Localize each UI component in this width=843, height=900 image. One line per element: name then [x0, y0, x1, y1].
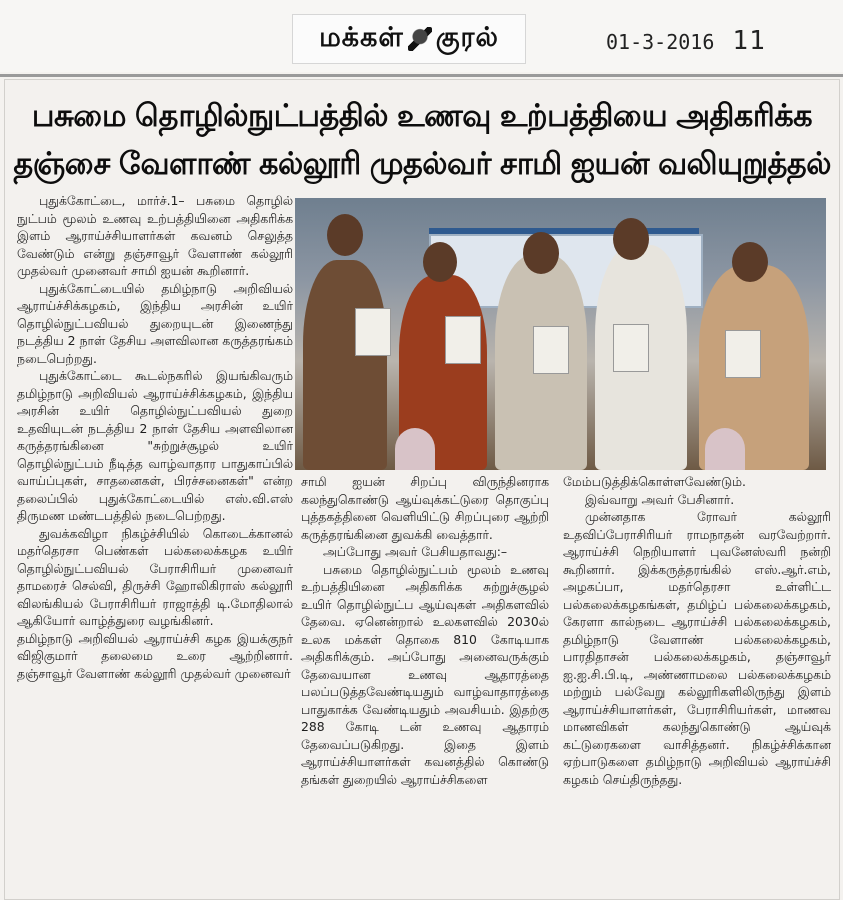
page-number: 11: [732, 26, 766, 56]
person-head: [327, 214, 363, 256]
released-book: [613, 324, 649, 372]
article-paragraph: துவக்கவிழா நிகழ்ச்சியில் கொடைக்கானல் மதர்தெரசா பெண்கள் பல்கலைக்கழக உயிர் தொழில்நுட்பவியல் பேராசிரியர் முனைவர் தாமரைச் செல்வி, திருச்சி ஹோலிகிராஸ் கல்லூரி விலங்கியல் பேராசிரியர் ராஜாத்தி டி.மோதிலால் ஆகியோர் வாழ்த்துரை வழங்கினர்.: [17, 525, 293, 628]
article-paragraph: புதுக்கோட்டையில் தமிழ்நாடு அறிவியல் ஆராய்ச்சிக்கழகம், இந்திய அரசின் உயிர் தொழில்நுட்பவியல் துறையுடன் இணைந்து நடத்திய 2 நாள் தேசிய அளவிலான கருத்தரங்கம் நடைபெற்றது.: [17, 280, 293, 366]
masthead: [0, 0, 843, 72]
article-column-2: [301, 473, 549, 788]
headline-line-2: தஞ்சை வேளாண் கல்லூரி முதல்வர் சாமி ஐயன் வலியுறுத்தல்: [13, 146, 831, 182]
issue-date: [606, 26, 766, 56]
person-head: [423, 242, 457, 282]
article-lead: புதுக்கோட்டை, மார்ச்.1– பசுமை தொழில் நுட்பம் மூலம் உணவு உற்பத்தியினை அதிகரிக்க இளம் ஆராய்ச்சியாளர்கள் கவனம் செலுத்த வேண்டும் என்று தஞ்சாவூர் வேளாண் கல்லூரி முதல்வர் முனைவர் சாமி ஐயன் கூறினார்.: [17, 193, 293, 278]
article-paragraph: அப்போது அவர் பேசியதாவது:–: [323, 544, 508, 559]
person-figure: [303, 260, 387, 470]
event-photo: [295, 198, 826, 470]
horse-emblem-icon: [408, 27, 432, 51]
person-head: [732, 242, 768, 282]
news-clipping: [4, 79, 840, 900]
article-paragraph: மேம்படுத்திக்கொள்ளவேண்டும்.: [563, 474, 746, 489]
logo-text-right: குரல்: [435, 21, 499, 53]
article-paragraph: தமிழ்நாடு அறிவியல் ஆராய்ச்சி கழக இயக்குநர் விஜிகுமார் தலைமை உரை ஆற்றினார். தஞ்சாவூர் வேளாண் கல்லூரி முதல்வர் முனைவர்: [17, 630, 293, 681]
date-text: 01-3-2016: [606, 30, 715, 54]
released-book: [533, 326, 569, 374]
article-paragraph: இவ்வாறு அவர் பேசினார்.: [585, 491, 735, 507]
released-book: [445, 316, 481, 364]
logo-text-left: மக்கள்: [319, 21, 404, 53]
article-column-3: [563, 473, 831, 788]
flower-bouquet: [705, 428, 745, 470]
article-paragraph: புதுக்கோட்டை கூடல்நகரில் இயங்கிவரும் தமிழ்நாடு அறிவியல் ஆராய்ச்சிக்கழகம், இந்திய அரசின் உயிர் தொழில்நுட்பவியல் துறை உதவியுடன் நடத்திய 2 நாள் தேசிய அளவிலான கருத்தரங்கினை "சுற்றுச்சூழல் உயிர் தொழில்நுட்பம் நீடித்த வாழ்வாதார பாதுகாப்பில் வாய்ப்புகள், சாதனைகள், பிரச்சனைகள்" என்ற தலைப்பில் புதுக்கோட்டையில் எஸ்.வி.எஸ் திருமண மண்டபத்தில் நடைபெற்றது.: [17, 368, 293, 523]
article-column-1: [17, 192, 293, 682]
released-book: [725, 330, 761, 378]
article-paragraph: பசுமை தொழில்நுட்பம் மூலம் உணவு உற்பத்தியினை அதிகரிக்க சுற்றுச்சூழல் உயிர் தொழில்நுட்ப ஆய்வுகள் அதிகளவில் தேவை. ஏனென்றால் உலகளவில் 2030ல் உலக மக்கள் தொகை 810 கோடியாக அதிகரிக்கும். அப்போது அனைவருக்கும் தேவையான உணவு ஆதாரத்தை பலப்படுத்தவேண்டியதும் வாழ்வாதாரத்தை பாதுகாக்க வேண்டியதும் அவசியம். இதற்கு 288 கோடி டன் உணவு ஆதாரம் தேவைப்படுகிறது. இதை இளம் ஆராய்ச்சியாளர்கள் கவனத்தில் கொண்டு தங்கள் துறையில் ஆராய்ச்சிகளை: [301, 561, 549, 787]
person-head: [613, 218, 649, 260]
headline-line-1: பசுமை தொழில்நுட்பத்தில் உணவு உற்பத்தியை அதிகரிக்க: [31, 98, 813, 134]
flower-bouquet: [395, 428, 435, 470]
article-paragraph: சாமி ஐயன் சிறப்பு விருந்தினராக கலந்துகொண்டு ஆய்வுக்கட்டுரை தொகுப்பு புத்தகத்தினை வெளியிட்டு சிறப்புரை ஆற்றி கருத்தரங்கினை துவக்கி வைத்தார்.: [301, 474, 549, 542]
newspaper-logo: [292, 14, 526, 64]
article-paragraph: முன்னதாக ரோவர் கல்லூரி உதவிப்பேராசிரியர் ராமநாதன் வரவேற்றார். ஆராய்ச்சி நெறியாளர் புவனேஸ்வரி நன்றி கூறினார். இக்கருத்தரங்கில் எஸ்.ஆர்.எம், அழகப்பா, மதர்தெரசா உள்ளிட்ட பல்கலைக்கழகங்கள், தமிழ்ப் பல்கலைக்கழகம், கேரளா கால்நடை ஆராய்ச்சி பல்கலைக்கழகம், தமிழ்நாடு வேளாண் பல்கலைக்கழகம், பாரதிதாசன் பல்கலைக்கழகம், தஞ்சாவூர் ஐ.ஐ.சி.பி.டி, அண்ணாமலை பல்கலைக்கழகம் மற்றும் பல்வேறு கல்லூரிகளிலிருந்து இளம் ஆராய்ச்சியாளர்கள், பேராசிரியர்கள், மாணவ மாணவிகள் கலந்துகொண்டு ஆய்வுக் கட்டுரைகளை வாசித்தனர். நிகழ்ச்சிக்கான ஏற்பாடுகளை தமிழ்நாடு அறிவியல் ஆராய்ச்சி கழகம் செய்திருந்தது.: [563, 509, 831, 787]
clipping-edge: [0, 74, 843, 77]
person-head: [523, 232, 559, 274]
released-book: [355, 308, 391, 356]
